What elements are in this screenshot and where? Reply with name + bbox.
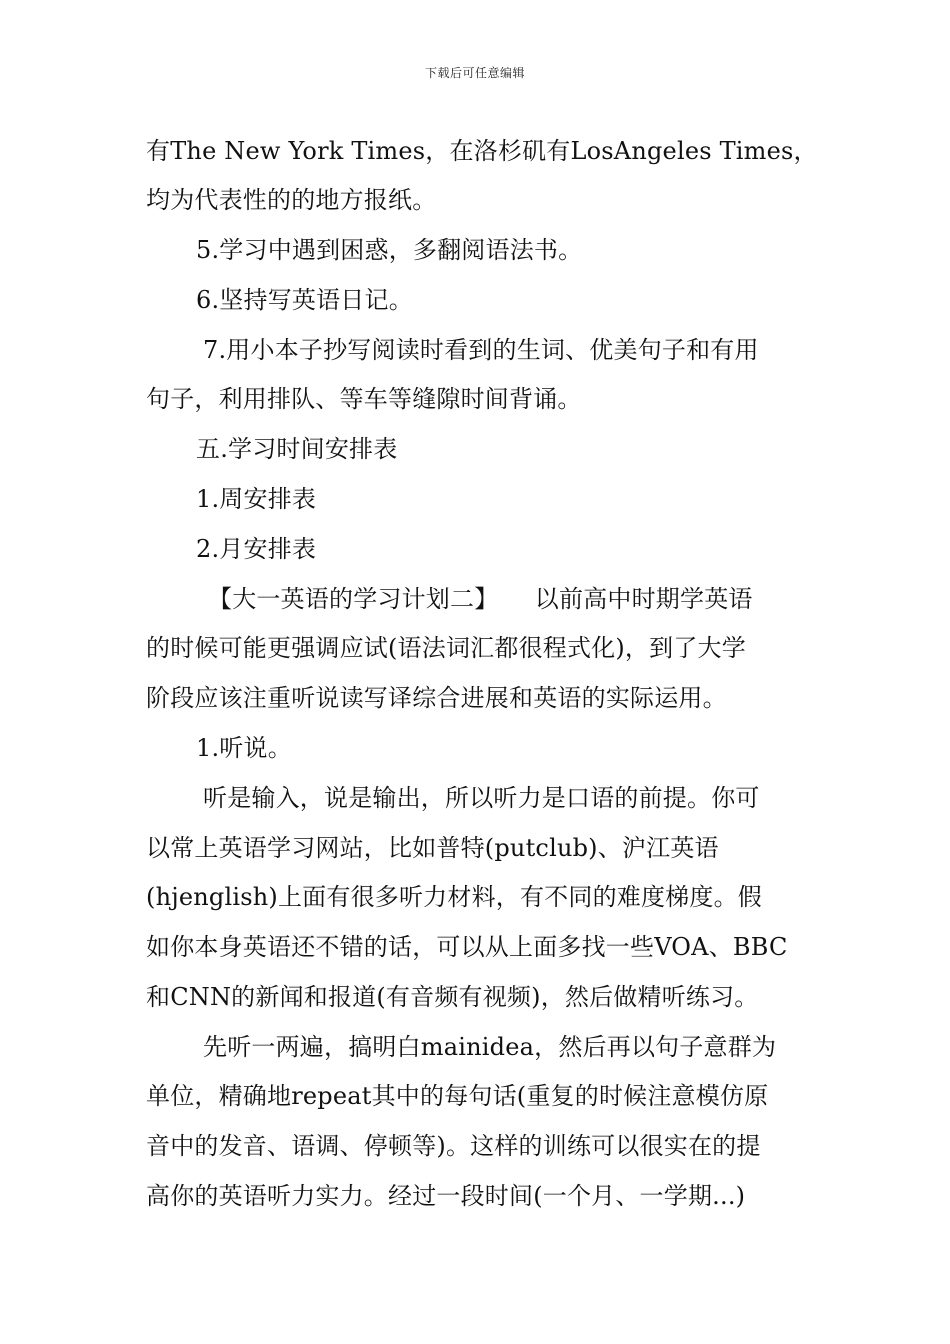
paragraph-line: 高你的英语听力实力。经过一段时间(一个月、一学期...) xyxy=(146,1182,746,1210)
paragraph-line: 单位，精确地repeat其中的每句话(重复的时候注意模仿原 xyxy=(146,1082,769,1110)
paragraph-line: 音中的发音、语调、停顿等)。这样的训练可以很实在的提 xyxy=(146,1132,761,1160)
paragraph-line: 的时候可能更强调应试(语法词汇都很程式化)，到了大学 xyxy=(146,634,746,662)
list-item: 5.学习中遇到困惑，多翻阅语法书。 xyxy=(196,236,583,264)
page-header: 下载后可任意编辑 xyxy=(424,66,525,80)
list-item: 7.用小本子抄写阅读时看到的生词、优美句子和有用 xyxy=(203,336,759,364)
list-item: 1.听说。 xyxy=(196,734,292,762)
paragraph-line: 阶段应该注重听说读写译综合进展和英语的实际运用。 xyxy=(146,684,727,712)
list-item: 1.周安排表 xyxy=(196,485,317,513)
paragraph-line: (hjenglish)上面有很多听力材料，有不同的难度梯度。假 xyxy=(146,883,762,911)
paragraph-line: 先听一两遍，搞明白mainidea，然后再以句子意群为 xyxy=(203,1033,777,1061)
paragraph-line: 句子，利用排队、等车等缝隙时间背诵。 xyxy=(146,385,582,413)
paragraph-line: 如你本身英语还不错的话，可以从上面多找一些VOA、BBC xyxy=(146,933,788,961)
section-heading: 五.学习时间安排表 xyxy=(196,435,398,463)
section-heading: 【大一英语的学习计划二】 以前高中时期学英语 xyxy=(208,585,753,613)
list-item: 2.月安排表 xyxy=(196,535,317,563)
paragraph-line: 有The New York Times，在洛杉矶有LosAngeles Times， xyxy=(146,137,818,165)
paragraph-line: 均为代表性的的地方报纸。 xyxy=(146,186,437,214)
list-item: 6.坚持写英语日记。 xyxy=(196,286,413,314)
paragraph-line: 听是输入，说是输出，所以听力是口语的前提。你可 xyxy=(203,784,760,812)
paragraph-line: 以常上英语学习网站，比如普特(putclub)、沪江英语 xyxy=(146,834,719,862)
paragraph-line: 和CNN的新闻和报道(有音频有视频)，然后做精听练习。 xyxy=(146,983,759,1011)
